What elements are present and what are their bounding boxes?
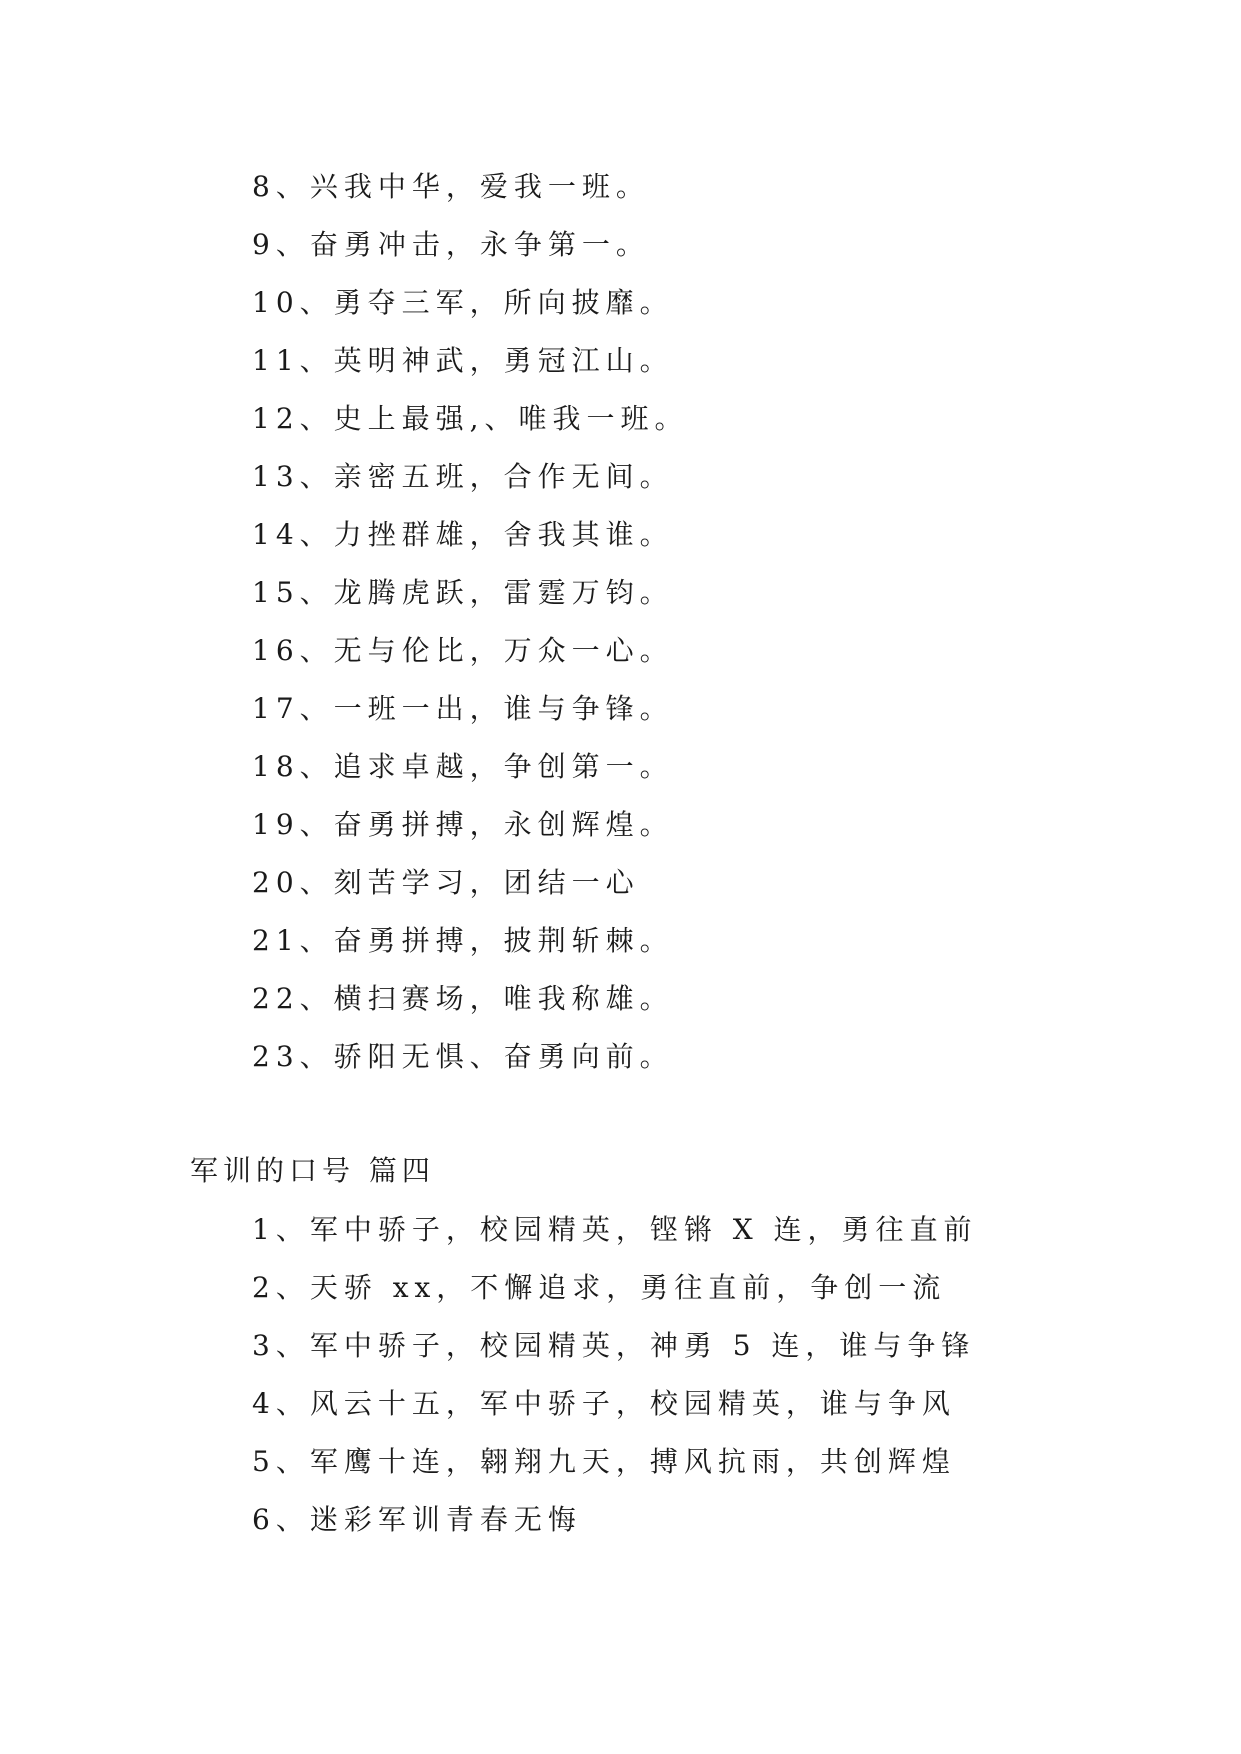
- slogan-list-section-four: [252, 1201, 978, 1549]
- list-item: 10、勇夺三军，所向披靡。: [252, 286, 674, 319]
- list-item: 14、力挫群雄，舍我其谁。: [252, 518, 674, 551]
- list-item: 9、奋勇冲击，永争第一。: [252, 228, 650, 261]
- list-item: 23、骄阳无惧、奋勇向前。: [252, 1040, 674, 1073]
- list-item: 3、军中骄子，校园精英，神勇 5 连，谁与争锋: [252, 1329, 976, 1362]
- list-item: 15、龙腾虎跃，雷霆万钧。: [252, 576, 674, 609]
- list-item: 16、无与伦比，万众一心。: [252, 634, 674, 667]
- list-item: 21、奋勇拼搏，披荆斩棘。: [252, 924, 674, 957]
- list-item: 13、亲密五班，合作无间。: [252, 460, 674, 493]
- list-item: 1、军中骄子，校园精英，铿锵 X 连，勇往直前: [252, 1213, 978, 1246]
- list-item: 19、奋勇拼搏，永创辉煌。: [252, 808, 674, 841]
- list-item: 11、英明神武，勇冠江山。: [252, 344, 674, 377]
- section-heading: 军训的口号 篇四: [190, 1154, 435, 1187]
- list-item: 17、一班一出，谁与争锋。: [252, 692, 674, 725]
- list-item: 20、刻苦学习，团结一心: [252, 866, 640, 899]
- list-item: 2、天骄 xx，不懈追求，勇往直前，争创一流: [252, 1271, 947, 1304]
- list-item: 5、军鹰十连，翱翔九天，搏风抗雨，共创辉煌: [252, 1445, 956, 1478]
- list-item: 4、风云十五，军中骄子，校园精英，谁与争风: [252, 1387, 956, 1420]
- list-item: 22、横扫赛场，唯我称雄。: [252, 982, 674, 1015]
- list-item: 6、迷彩军训青春无悔: [252, 1503, 582, 1536]
- list-item: 12、史上最强,、唯我一班。: [252, 402, 689, 435]
- list-item: 8、兴我中华，爱我一班。: [252, 170, 650, 203]
- slogan-list-continued: [252, 158, 689, 1086]
- list-item: 18、追求卓越，争创第一。: [252, 750, 674, 783]
